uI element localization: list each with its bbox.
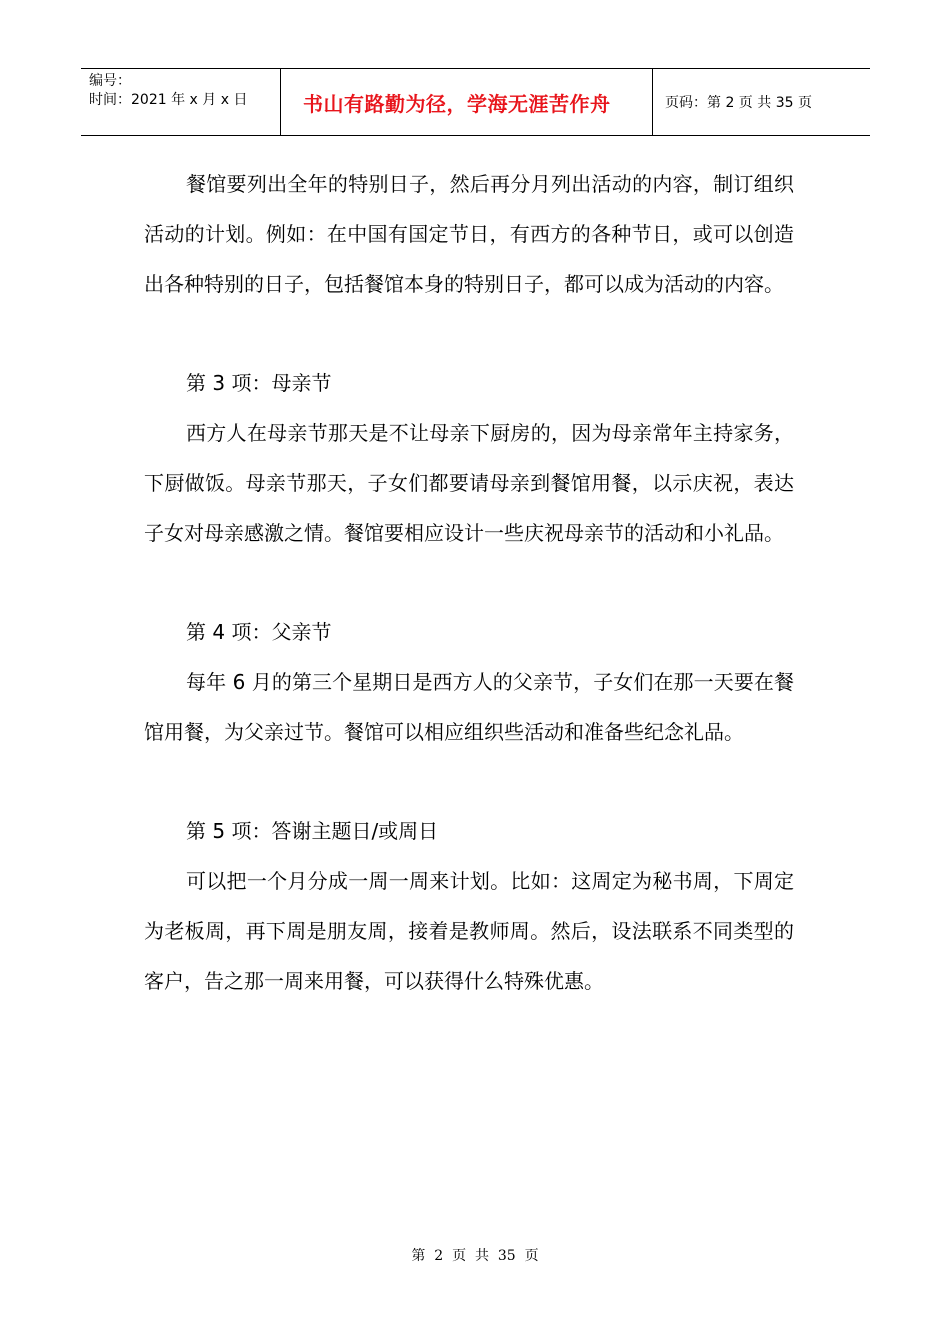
document-time-label: 时间：2021 年 x 月 x 日 [89, 92, 248, 108]
header-meta-cell [81, 69, 281, 135]
document-header [81, 68, 870, 136]
header-motto: 书山有路勤为径，学海无涯苦作舟 [303, 92, 611, 116]
section-text-fathers-day: 每年 6 月的第三个星期日是西方人的父亲节，子女们在那一天要在餐馆用餐，为父亲过节。餐馆可以相应组织些活动和准备些纪念礼品。 [144, 669, 794, 744]
page-footer: 第 2 页 共 35 页 [411, 1248, 539, 1264]
intro-paragraph: 餐馆要列出全年的特别日子，然后再分月列出活动的内容，制订组织活动的计划。例如：在中国有国定节日，有西方的各种节日，或可以创造出各种特别的日子，包括餐馆本身的特别日子，都可以成为活动的内容。 [144, 172, 794, 296]
section-heading-fathers-day: 第 4 项：父亲节 [186, 620, 332, 645]
header-page-cell [653, 69, 870, 135]
document-body [144, 160, 794, 1007]
header-page-info: 页码：第 2 页 共 35 页 [665, 95, 812, 111]
document-number-label: 编号： [89, 73, 131, 89]
section-heading-mothers-day: 第 3 项：母亲节 [186, 371, 332, 396]
header-motto-cell [281, 69, 653, 135]
section-heading-thanks-day: 第 5 项：答谢主题日/或周日 [186, 819, 439, 844]
section-text-mothers-day: 西方人在母亲节那天是不让母亲下厨房的，因为母亲常年主持家务，下厨做饭。母亲节那天，子女们都要请母亲到餐馆用餐，以示庆祝，表达子女对母亲感激之情。餐馆要相应设计一些庆祝母亲节的活动和小礼品。 [144, 420, 794, 545]
section-text-thanks-day: 可以把一个月分成一周一周来计划。比如：这周定为秘书周，下周定为老板周，再下周是朋友周，接着是教师周。然后，设法联系不同类型的客户，告之那一周来用餐，可以获得什么特殊优惠。 [144, 869, 794, 993]
